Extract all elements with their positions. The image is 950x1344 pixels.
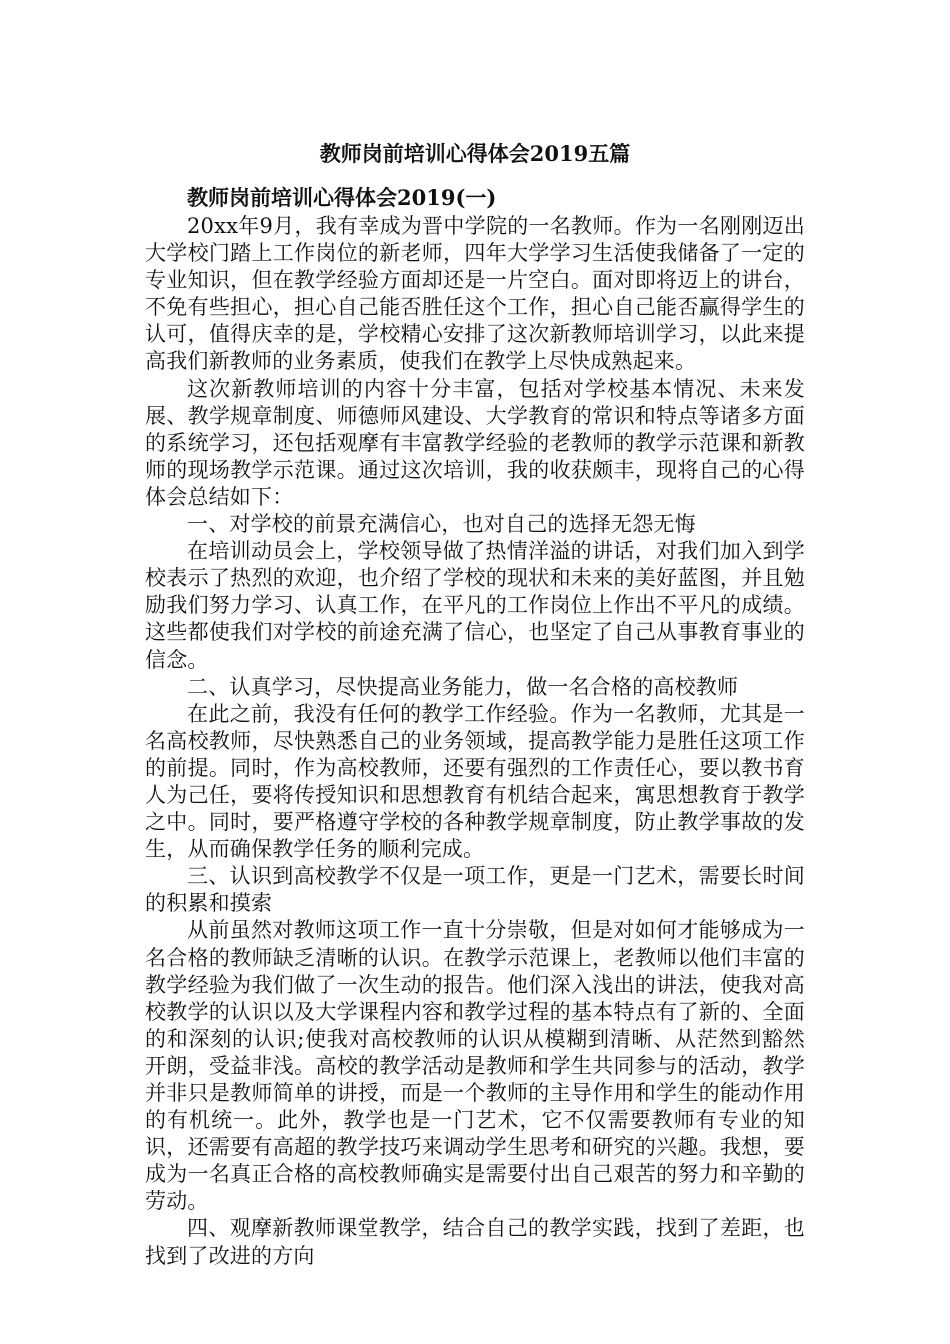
- paragraph: 这次新教师培训的内容十分丰富，包括对学校基本情况、未来发展、教学规章制度、师德师风建设、大学教育的常识和特点等诸多方面的系统学习，还包括观摩有丰富教学经验的老教师的教学示范课和新教师的现场教学示范课。通过这次培训，我的收获颇丰，现将自己的心得体会总结如下：: [145, 376, 805, 509]
- section-title: 教师岗前培训心得体会2019(一): [187, 185, 497, 210]
- paragraph-heading: 三、认识到高校教学不仅是一项工作，更是一门艺术，需要长时间的积累和摸索: [145, 864, 805, 916]
- paragraph-heading: 二、认真学习，尽快提高业务能力，做一名合格的高校教师: [187, 674, 739, 699]
- paragraph: 在此之前，我没有任何的教学工作经验。作为一名教师，尤其是一名高校教师，尽快熟悉自己的业务领域，提高教学能力是胜任这项工作的前提。同时，作为高校教师，还要有强烈的工作责任心，要以教书育人为己任，要将传授知识和思想教育有机结合起来，寓思想教育于教学之中。同时，要严格遵守学校的各种教学规章制度，防止教学事故的发生，从而确保教学任务的顺利完成。: [145, 701, 805, 862]
- paragraph-heading: 四、观摩新教师课堂教学，结合自己的教学实践，找到了差距，也找到了改进的方向: [145, 1216, 805, 1268]
- paragraph-heading: 一、对学校的前景充满信心，也对自己的选择无怨无悔: [187, 512, 696, 537]
- paragraph: 在培训动员会上，学校领导做了热情洋溢的讲话，对我们加入到学校表示了热烈的欢迎，也介绍了学校的现状和未来的美好蓝图，并且勉励我们努力学习、认真工作，在平凡的工作岗位上作出不平凡的成绩。这些都使我们对学校的前途充满了信心，也坚定了自己从事教育事业的信念。: [145, 539, 805, 672]
- document-body: [145, 213, 805, 1270]
- document-title: 教师岗前培训心得体会2019五篇: [319, 141, 631, 166]
- paragraph: 20xx年9月，我有幸成为晋中学院的一名教师。作为一名刚刚迈出大学校门踏上工作岗位的新老师，四年大学学习生活使我储备了一定的专业知识，但在教学经验方面却还是一片空白。面对即将迈上的讲台，不免有些担心，担心自己能否胜任这个工作，担心自己能否赢得学生的认可，值得庆幸的是，学校精心安排了这次新教师培训学习，以此来提高我们新教师的业务素质，使我们在教学上尽快成熟起来。: [145, 214, 805, 374]
- paragraph: 从前虽然对教师这项工作一直十分崇敬，但是对如何才能够成为一名合格的教师缺乏清晰的认识。在教学示范课上，老教师以他们丰富的教学经验为我们做了一次生动的报告。他们深入浅出的讲法，使我对高校教学的认识以及大学课程内容和教学过程的基本特点有了新的、全面的和深刻的认识;使我对高校教师的认识从模糊到清晰、从茫然到豁然开朗，受益非浅。高校的教学活动是教师和学生共同参与的活动，教学并非只是教师简单的讲授，而是一个教师的主导作用和学生的能动作用的有机统一。此外，教学也是一门艺术，它不仅需要教师有专业的知识，还需要有高超的教学技巧来调动学生思考和研究的兴趣。我想，要成为一名真正合格的高校教师确实是需要付出自己艰苦的努力和辛勤的劳动。: [145, 918, 805, 1214]
